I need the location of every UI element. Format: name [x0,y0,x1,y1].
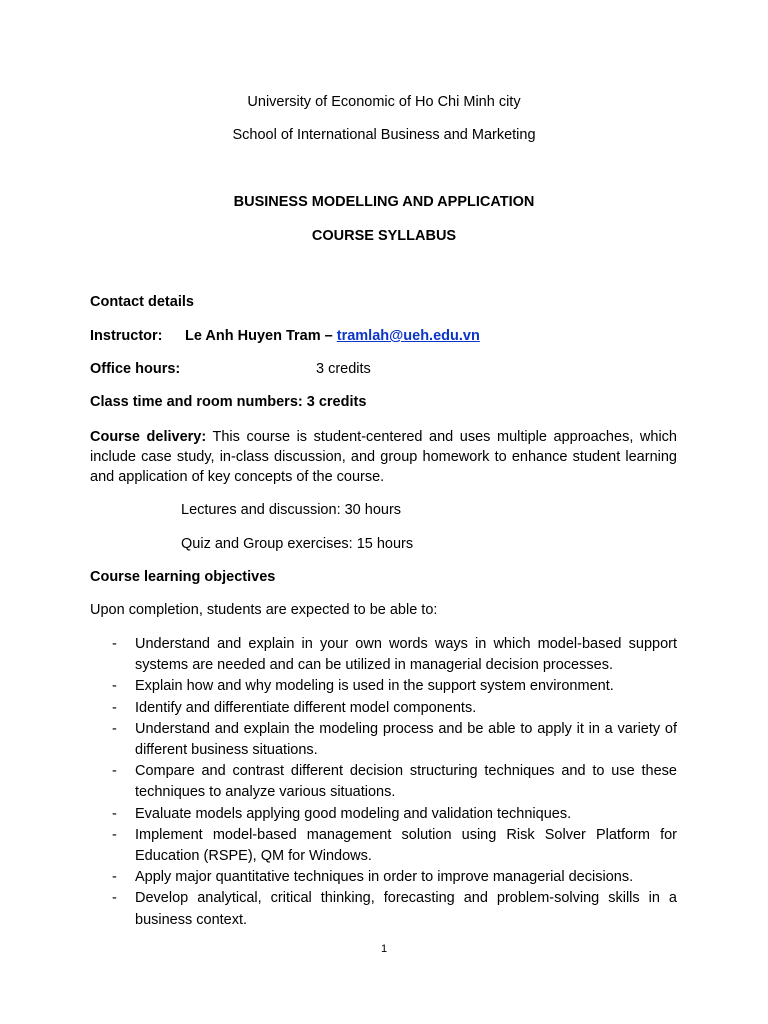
objective-item [90,888,677,930]
objective-item [90,634,677,676]
course-delivery-text: This course is student-centered and uses multiple approaches, which include case study, in-class discussion, and group homework to enhance student learning and application of key concepts of the course. [90,429,677,485]
bullet-dash: - [112,720,117,737]
instructor-label: Instructor: [90,328,163,344]
objective-text: Explain how and why modeling is used in the support system environment. [135,678,614,695]
objective-item [90,719,677,761]
objective-item [90,698,677,719]
office-hours-value: 3 credits [316,361,371,377]
objective-text: Understand and explain the modeling process and be able to apply it in a variety of different business situations. [135,720,677,759]
instructor-name: Le Anh Huyen Tram – [185,328,333,344]
course-delivery-paragraph [90,427,677,487]
objective-text: Compare and contrast different decision structuring techniques and to use these techniques to analyze various situations. [135,763,677,801]
bullet-dash: - [112,869,117,886]
course-delivery-label: Course delivery: [90,429,207,445]
objectives-intro: Upon completion, students are expected to be able to: [90,602,438,618]
class-time-label: Class time and room numbers: 3 credits [90,394,367,410]
bullet-dash: - [112,890,117,907]
course-title: BUSINESS MODELLING AND APPLICATION [233,194,535,210]
bullet-dash: - [112,826,117,843]
objective-text: Understand and explain in your own words ways in which model-based support systems are needed and can be utilized in managerial decision processes. [135,636,677,674]
contact-heading: Contact details [90,294,194,310]
office-hours-label: Office hours: [90,361,181,377]
objective-item [90,761,677,803]
bullet-dash: - [112,678,117,695]
bullet-dash: - [112,699,117,716]
bullet-dash: - [112,636,117,652]
bullet-dash: - [112,805,117,822]
objective-item [90,867,677,888]
objective-text: Identify and differentiate different model components. [135,699,477,716]
page-number: 1 [380,943,388,955]
school-name: School of International Business and Marketing [232,127,536,143]
objective-text: Implement model-based management solution using Risk Solver Platform for Education (RSPE), QM for Windows. [135,826,677,865]
objective-item [90,676,677,697]
objectives-list [90,634,677,931]
instructor-line [185,328,480,344]
quiz-hours: Quiz and Group exercises: 15 hours [181,536,414,552]
objective-text: Evaluate models applying good modeling and validation techniques. [135,805,572,822]
instructor-email-link[interactable]: tramlah@ueh.edu.vn [336,328,480,344]
university-name: University of Economic of Ho Chi Minh city [247,94,521,110]
objective-text: Apply major quantitative techniques in order to improve managerial decisions. [135,869,634,886]
objective-text: Develop analytical, critical thinking, forecasting and problem-solving skills in a business context. [135,890,677,928]
objectives-heading: Course learning objectives [90,569,276,585]
objective-item [90,825,677,867]
document-type: COURSE SYLLABUS [311,228,457,244]
bullet-dash: - [112,763,117,780]
objective-item [90,804,677,825]
lectures-hours: Lectures and discussion: 30 hours [181,502,402,518]
